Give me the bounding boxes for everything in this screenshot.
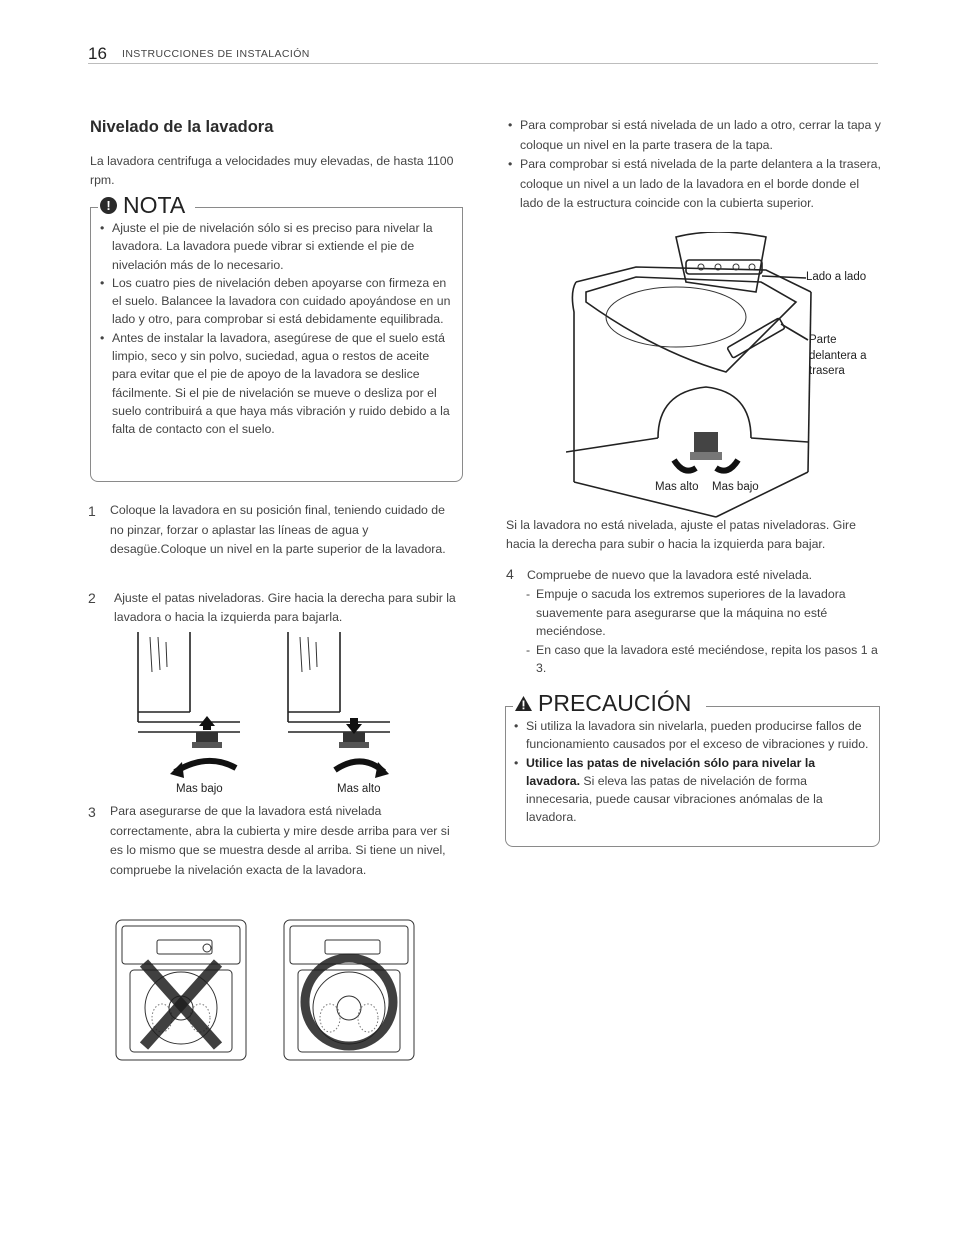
diagram-label-high: Mas alto — [655, 481, 699, 493]
diagram-label-side: Lado a lado — [806, 271, 867, 283]
intro-paragraph: La lavadora centrifuga a velocidades muy elevadas, de hasta 1100 rpm. — [90, 154, 454, 187]
step-number: 2 — [88, 590, 96, 606]
bold-text: Utilice las patas de nivelación sólo para nivelar la lavadora. — [526, 755, 816, 788]
list-item — [512, 754, 872, 827]
list-item: • Antes de instalar la lavadora, asegúrese de que el suelo está limpio, seco y sin polvo, suciedad, agua o restos de aceite para evitar que el pie de apoyo de la lavadora se deslice fácilmente. Si el pie de nivelación se mueve o desliza por el suelo contribuirá a que haya más vibración y ruido debido a la falta de contacto con el suelo. — [98, 329, 456, 439]
nota-box-border — [90, 207, 98, 208]
precaucion-box-border — [706, 706, 879, 707]
list-item: • Para comprobar si está nivelada de la parte delantera a la trasera, coloque un nivel a un lado de la lavadora en el borde donde el lado de la estructura coincide con la cubierta superior. — [506, 155, 881, 214]
precaucion-heading — [515, 690, 691, 717]
step-text: Ajuste el patas niveladoras. Gire hacia la derecha para subir la lavadora o hacia la izquierda para bajarla. — [114, 591, 456, 624]
leveling-note: Si la lavadora no está nivelada, ajuste el patas niveladoras. Gire hacia la derecha para subir o hacia la izquierda para bajar. — [506, 518, 856, 551]
nota-list — [98, 219, 456, 439]
diagram-label-low: Mas bajo — [712, 481, 759, 493]
warning-triangle-icon — [515, 696, 532, 711]
washer-level-diagram — [566, 232, 816, 522]
level-check-list — [506, 116, 881, 214]
nota-title: NOTA — [123, 192, 186, 218]
list-item: - En caso que la lavadora esté meciéndose, repita los pasos 1 a 3. — [524, 641, 879, 678]
info-exclamation-icon: ! — [100, 197, 117, 214]
section-title: Nivelado de la lavadora — [90, 118, 274, 136]
top-view-illustration — [112, 918, 437, 1063]
step-number: 1 — [88, 503, 96, 519]
list-item: • Ajuste el pie de nivelación sólo si es preciso para nivelar la lavadora. La lavadora puede vibrar si extiende el pie de nivelación más de lo necesario. — [98, 219, 456, 274]
page-number: 16 — [88, 44, 107, 63]
header-divider — [88, 63, 878, 64]
precaucion-title: PRECAUCIÓN — [538, 690, 692, 716]
page-header-title: INSTRUCCIONES DE INSTALACIÓN — [122, 48, 310, 60]
list-item: • Para comprobar si está nivelada de un lado a otro, cerrar la tapa y coloque un nivel en la parte trasera de la tapa. — [506, 116, 881, 155]
nota-heading — [100, 192, 185, 219]
diagram-label-front-back: delantera a — [809, 350, 867, 362]
list-item: • Los cuatro pies de nivelación deben apoyarse con firmeza en el suelo. Balancee la lavadora con cuidado apoyándose en un lado y otro, para comprobar si está debidamente equilibrada. — [98, 274, 456, 329]
leveling-feet-illustration — [130, 632, 400, 782]
step-number: 4 — [506, 566, 514, 582]
foot-label-high: Mas alto — [337, 783, 381, 795]
step4-sublist — [524, 585, 879, 678]
list-item-text: Si eleva las patas de nivelación de forma innecesaria, puede causar vibraciones anómalas de la lavadora. — [526, 773, 823, 825]
precaucion-list — [512, 717, 872, 827]
step-text: Para asegurarse de que la lavadora está nivelada correctamente, abra la cubierta y mire desde arriba para ver si es lo mismo que se muestra desde al arriba. Si tiene un nivel, compruebe la nivelación exacta de la lavadora. — [110, 804, 450, 877]
step-number: 3 — [88, 804, 96, 820]
step-text: Compruebe de nuevo que la lavadora esté nivelada. — [527, 568, 813, 582]
diagram-label-front-back: trasera — [809, 365, 845, 377]
precaucion-box-border — [505, 706, 513, 707]
foot-label-low: Mas bajo — [176, 783, 223, 795]
list-item: • Si utiliza la lavadora sin nivelarla, pueden producirse fallos de funcionamiento causados por el exceso de vibraciones y ruido. — [512, 717, 872, 754]
list-item: - Empuje o sacuda los extremos superiores de la lavadora suavemente para asegurarse que la máquina no esté meciéndose. — [524, 585, 879, 641]
diagram-label-front-back: Parte — [809, 334, 837, 346]
nota-box-border — [195, 207, 462, 208]
step-text: Coloque la lavadora en su posición final, teniendo cuidado de no pinzar, forzar o aplastar las líneas de agua y desagüe.Coloque un nivel en la parte superior de la lavadora. — [110, 503, 446, 556]
